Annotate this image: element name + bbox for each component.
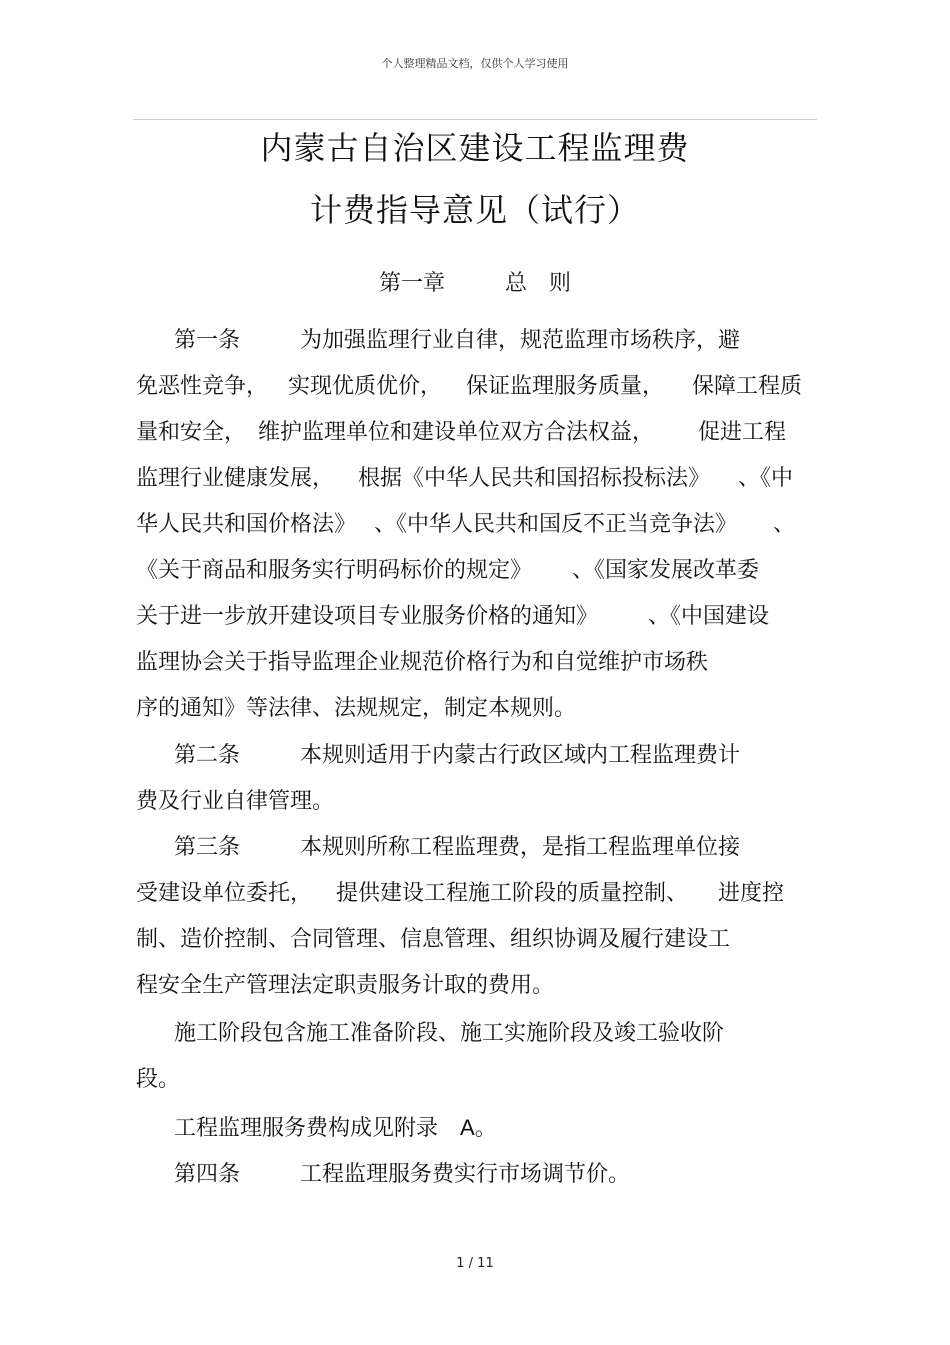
article1-line5 xyxy=(136,510,795,540)
text-span: 保障工程质 xyxy=(692,374,803,399)
chapter-heading xyxy=(0,266,950,297)
chapter-label: 第一章 xyxy=(378,271,445,296)
appendix-letter: A xyxy=(460,1115,475,1140)
header-note: 个人整理精品文档，仅供个人学习使用 xyxy=(381,57,569,70)
article4-label: 第四条 xyxy=(174,1162,241,1187)
article1-line3 xyxy=(136,418,786,448)
article3-para2-line1: 施工阶段包含施工准备阶段、施工实施阶段及竣工验收阶 xyxy=(174,1021,725,1046)
article1-text: 为加强监理行业自律，规范监理市场秩序，避 xyxy=(300,328,741,353)
text-span: 华人民共和国价格法》 xyxy=(136,512,357,537)
article2-line2: 费及行业自律管理。 xyxy=(136,789,335,814)
article4-text: 工程监理服务费实行市场调节价。 xyxy=(300,1162,631,1187)
article3-line2 xyxy=(136,879,784,909)
article3-line3: 制、造价控制、合同管理、信息管理、组织协调及履行建设工 xyxy=(136,927,731,952)
article3-text: 本规则所称工程监理费，是指工程监理单位接 xyxy=(300,835,741,860)
text-span: 提供建设工程施工阶段的质量控制、 xyxy=(336,881,689,906)
article2-text: 本规则适用于内蒙古行政区域内工程监理费计 xyxy=(300,743,741,768)
article1-line8: 监理协会关于指导监理企业规范价格行为和自觉维护市场秩 xyxy=(136,650,709,675)
text-span: 监理行业健康发展， xyxy=(136,466,335,491)
text-span: 工程监理服务费构成见附录 xyxy=(174,1116,439,1141)
text-span: 关于进一步放开建设项目专业服务价格的通知》 xyxy=(136,604,599,629)
article1-line7 xyxy=(136,602,769,632)
article1-line1 xyxy=(174,326,740,356)
text-span: 《关于商品和服务实行明码标价的规定》 xyxy=(136,558,533,583)
article3-para3 xyxy=(174,1113,497,1144)
article3-para2-line2: 段。 xyxy=(136,1067,181,1092)
text-span: 量和安全， xyxy=(136,420,247,445)
text-span: 、《国家发展改革委 xyxy=(572,558,760,583)
text-span: 、《中 xyxy=(738,466,794,491)
article3-line1 xyxy=(174,833,740,863)
text-span: 免恶性竞争， xyxy=(136,374,269,399)
text-span: 进度控 xyxy=(718,881,785,906)
document-title-line1: 内蒙古自治区建设工程监理费 xyxy=(260,129,690,167)
article1-line4 xyxy=(136,464,793,494)
article1-line6 xyxy=(136,556,759,586)
chapter-title-2: 则 xyxy=(549,271,572,296)
text-span: 受建设单位委托， xyxy=(136,881,313,906)
text-span: 保证监理服务质量， xyxy=(466,374,665,399)
article1-line2 xyxy=(136,372,802,402)
article1-label: 第一条 xyxy=(174,328,241,353)
page-indicator: 1 / 11 xyxy=(456,1256,494,1271)
text-span: 、《中国建设 xyxy=(648,604,770,629)
text-span: 实现优质优价， xyxy=(288,374,443,399)
article2-label: 第二条 xyxy=(174,743,241,768)
text-span: 促进工程 xyxy=(698,420,787,445)
article2-line1 xyxy=(174,741,740,771)
text-span: 、《中华人民共和国反不正当竞争法》 xyxy=(374,512,738,537)
chapter-title-1: 总 xyxy=(504,271,527,296)
article1-line9: 序的通知》等法律、法规规定，制定本规则。 xyxy=(136,696,577,721)
article3-label: 第三条 xyxy=(174,835,241,860)
document-title-line2: 计费指导意见（试行） xyxy=(309,191,640,229)
text-span: 维护监理单位和建设单位双方合法权益， xyxy=(258,420,655,445)
article3-line4: 程安全生产管理法定职责服务计取的费用。 xyxy=(136,973,555,998)
text-span: 。 xyxy=(474,1116,497,1141)
text-span: 根据《中华人民共和国招标投标法》 xyxy=(358,466,711,491)
header-divider xyxy=(133,119,817,120)
article4-line1 xyxy=(174,1160,630,1190)
text-span: 、 xyxy=(773,512,796,537)
